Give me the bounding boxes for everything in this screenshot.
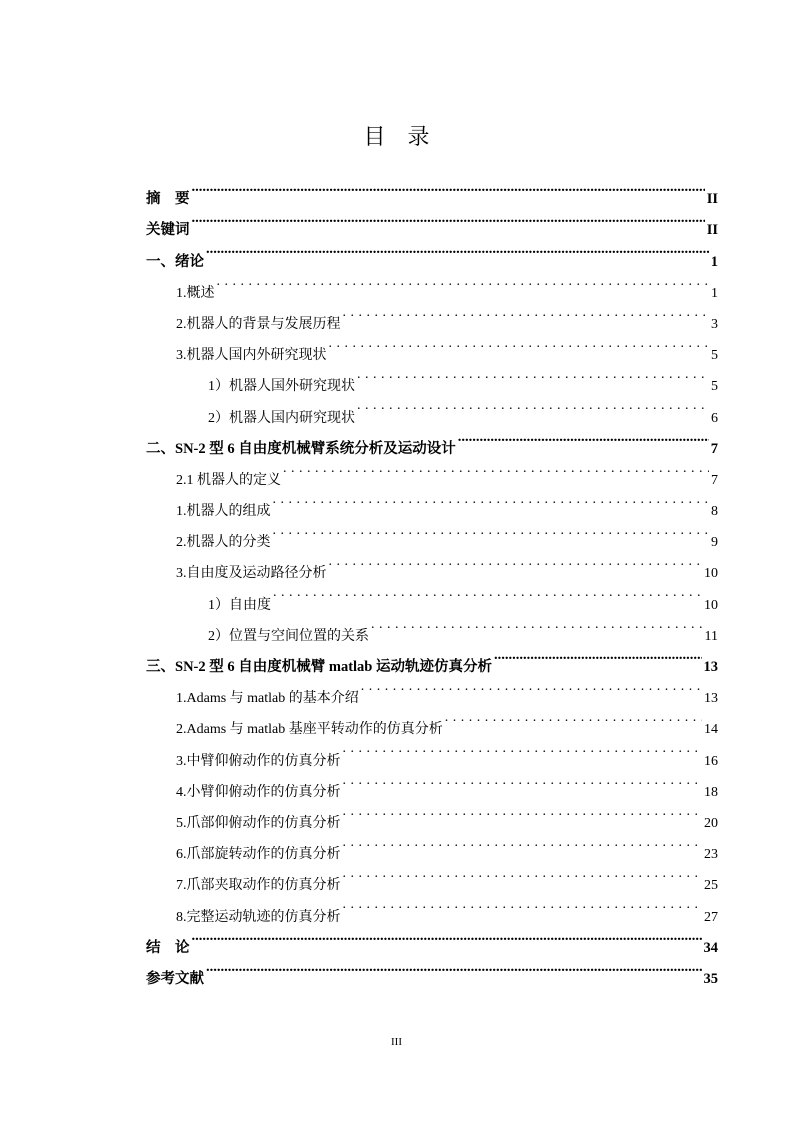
toc-dot-leader (343, 827, 703, 858)
toc-entry-label: 1.Adams 与 matlab 的基本介绍 (176, 691, 359, 707)
table-of-contents (146, 172, 718, 987)
toc-dot-leader (206, 952, 702, 983)
toc-entry[interactable] (146, 234, 718, 270)
toc-dot-leader (273, 484, 710, 515)
toc-entry-page: 16 (704, 753, 718, 769)
page-title: 目录 (363, 124, 452, 149)
toc-dot-leader (494, 640, 702, 671)
toc-dot-leader (217, 266, 710, 297)
toc-entry-label: 摘 要 (146, 191, 190, 208)
toc-dot-leader (458, 422, 709, 453)
toc-entry[interactable] (146, 952, 718, 987)
toc-entry-label: 2.Adams 与 matlab 基座平转动作的仿真分析 (176, 722, 443, 738)
toc-entry-label: 6.爪部旋转动作的仿真分析 (176, 847, 341, 863)
toc-dot-leader (343, 858, 703, 889)
toc-entry-label: 关键词 (146, 222, 190, 239)
toc-entry-label: 1）自由度 (208, 597, 271, 613)
toc-entry-page: 1 (711, 285, 718, 301)
toc-dot-leader (343, 765, 703, 796)
toc-entry-page: 13 (704, 691, 718, 707)
toc-entry-label: 2.机器人的背景与发展历程 (176, 316, 341, 332)
toc-entry-page: 23 (704, 847, 718, 863)
toc-entry-label: 4.小臂仰俯动作的仿真分析 (176, 784, 341, 800)
toc-entry-page: 13 (703, 659, 718, 675)
toc-entry-label: 3.自由度及运动路径分析 (176, 566, 327, 582)
toc-entry-page: 27 (704, 909, 718, 925)
toc-entry-label: 1.概述 (176, 285, 215, 301)
toc-entry-label: 3.中臂仰俯动作的仿真分析 (176, 753, 341, 769)
toc-entry-page: 3 (711, 316, 718, 332)
toc-dot-leader (357, 390, 709, 421)
toc-dot-leader (273, 515, 710, 546)
toc-entry-label: 1.机器人的组成 (176, 504, 271, 520)
toc-entry[interactable] (146, 266, 718, 301)
toc-entry-page: 6 (711, 410, 718, 426)
toc-dot-leader (343, 733, 703, 764)
toc-entry-page: 20 (704, 815, 718, 831)
toc-dot-leader (192, 203, 705, 234)
toc-entry[interactable] (146, 297, 718, 332)
toc-entry-label: 2）位置与空间位置的关系 (208, 628, 369, 644)
toc-dot-leader (361, 671, 702, 702)
toc-entry-page: 8 (711, 504, 718, 520)
toc-entry-page: 7 (710, 440, 718, 457)
toc-entry-page: 7 (711, 472, 718, 488)
toc-entry[interactable] (146, 921, 718, 956)
toc-dot-leader (445, 702, 702, 733)
toc-entry-page: 11 (704, 628, 718, 644)
toc-entry-page: 10 (704, 566, 718, 582)
toc-entry-page: 25 (704, 878, 718, 894)
toc-entry-label: 3.机器人国内外研究现状 (176, 348, 327, 364)
toc-dot-leader (283, 453, 709, 484)
toc-dot-leader (371, 609, 703, 640)
toc-dot-leader (357, 359, 709, 390)
toc-dot-leader (343, 889, 703, 920)
toc-entry-label: 2.机器人的分类 (176, 535, 271, 551)
toc-entry-page: 9 (711, 535, 718, 551)
toc-entry-label: 7.爪部夹取动作的仿真分析 (176, 878, 341, 894)
toc-entry-page: 14 (704, 722, 718, 738)
toc-entry-page: 34 (703, 939, 718, 956)
toc-entry-label: 二、SN-2 型 6 自由度机械臂系统分析及运动设计 (146, 440, 456, 457)
toc-entry-page: 5 (711, 379, 718, 395)
toc-entry-label: 三、SN-2 型 6 自由度机械臂 matlab 运动轨迹仿真分析 (146, 659, 492, 675)
toc-entry[interactable] (146, 203, 718, 239)
page-number: III (391, 1036, 402, 1048)
toc-entry-label: 结 论 (146, 939, 190, 956)
toc-entry-page: 10 (704, 597, 718, 613)
toc-dot-leader (273, 577, 702, 608)
toc-entry-label: 5.爪部仰俯动作的仿真分析 (176, 815, 341, 831)
toc-dot-leader (343, 796, 703, 827)
toc-entry-page: II (706, 191, 718, 208)
toc-entry-label: 1）机器人国外研究现状 (208, 379, 355, 395)
toc-dot-leader (192, 172, 705, 203)
toc-dot-leader (329, 328, 710, 359)
toc-dot-leader (192, 921, 702, 952)
toc-entry-page: 1 (710, 253, 718, 270)
toc-entry-page: 18 (704, 784, 718, 800)
toc-entry-page: 5 (711, 348, 718, 364)
toc-dot-leader (206, 234, 709, 265)
toc-entry-label: 2.1 机器人的定义 (176, 472, 281, 488)
toc-dot-leader (329, 546, 703, 577)
toc-entry-label: 参考文献 (146, 970, 204, 987)
toc-entry-label: 2）机器人国内研究现状 (208, 410, 355, 426)
toc-entry-page: 35 (703, 970, 718, 987)
toc-entry[interactable] (146, 172, 718, 208)
toc-entry-page: II (706, 222, 718, 239)
toc-dot-leader (343, 297, 710, 328)
toc-entry-label: 8.完整运动轨迹的仿真分析 (176, 909, 341, 925)
toc-entry-label: 一、绪论 (146, 253, 204, 270)
